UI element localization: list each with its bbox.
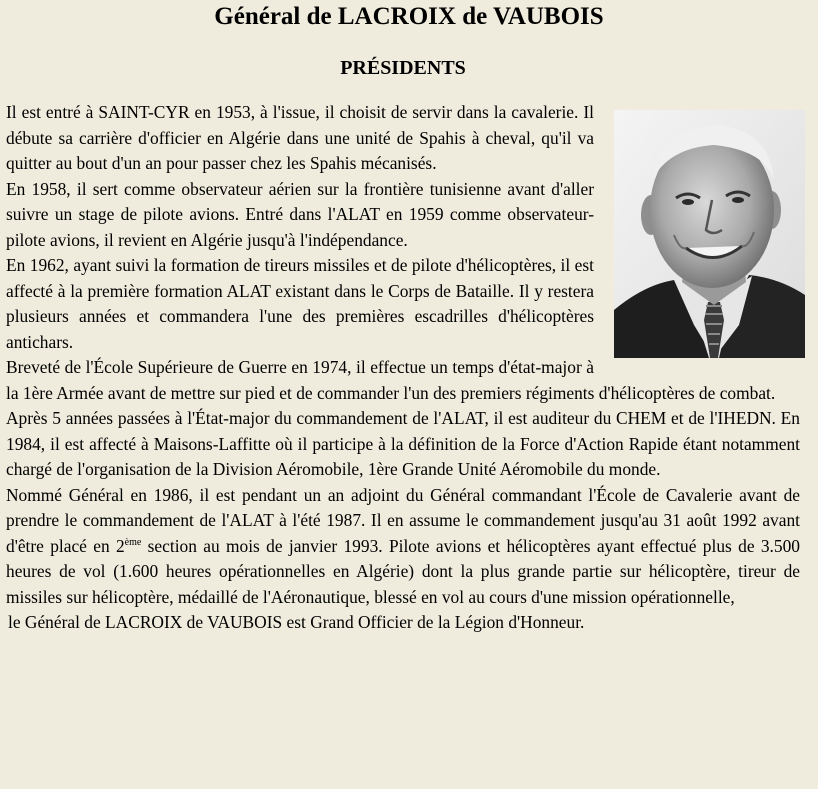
- paragraph-5: Après 5 années passées à l'État-major du commandement de l'ALAT, il est auditeur du CHEM et de l'IHEDN. En 1984, il est affecté à Maisons-Laffitte où il participe à la définition de la Force d'Action Rapide étant notamment chargé de l'organisation de la Division Aéromobile, 1ère Grande Unité Aéromobile du monde.: [6, 408, 800, 479]
- paragraph-3: En 1962, ayant suivi la formation de tireurs missiles et de pilote d'hélicoptères, il est affecté à la première formation ALAT existant dans le Corps de Bataille. Il y restera plusieurs années et commandera l'une des premières escadrilles d'hélicoptères antichars.: [6, 255, 594, 352]
- biography-text: [6, 100, 800, 636]
- paragraph-6-part-2: section au mois de janvier 1993. Pilote avions et hélicoptères ayant effectué plus de 3.500 heures de vol (1.600 heures opérationnelles en Algérie) dont la plus grande partie sur hélicoptère, tireur de missiles sur hélicoptère, médaillé de l'Aéronautique, blessé en vol au cours d'une mission opérationnelle,: [6, 535, 800, 607]
- paragraph-4: Breveté de l'École Supérieure de Guerre en 1974, il effectue un temps d'état-major à la 1ère Armée avant de mettre sur pied et de commander l'un des premiers régiments d'hélicoptères de combat.: [6, 357, 776, 403]
- paragraph-2: En 1958, il sert comme observateur aérien sur la frontière tunisienne avant d'aller suivre un stage de pilote avions. Entré dans l'ALAT en 1959 comme observateur-pilote avions, il revient en Algérie jusqu'à l'indépendance.: [6, 178, 594, 250]
- paragraph-1: Il est entré à SAINT-CYR en 1953, à l'issue, il choisit de servir dans la cavalerie. Il débute sa carrière d'officier en Algérie dans une unité de Spahis à cheval, qu'il va quitter au bout d'un an pour passer chez les Spahis mécanisés.: [6, 102, 594, 173]
- paragraph-6-part-1: Nommé Général en 1986, il est pendant un an adjoint du Général commandant l'École de Cavalerie avant de prendre le commandement de l'ALAT à l'été 1987. Il en assume le commandement jusqu'au 31 août 1992 avant d'être placé en 2: [6, 484, 800, 556]
- page-title: Général de LACROIX de VAUBOIS: [214, 3, 604, 30]
- section-subtitle: PRÉSIDENTS: [340, 57, 466, 79]
- superscript-ordinal: ème: [124, 536, 142, 548]
- closing-line: le Général de LACROIX de VAUBOIS est Grand Officier de la Légion d'Honneur.: [8, 612, 585, 632]
- paragraph-6: [6, 483, 800, 611]
- photo-wrap-space: [594, 100, 800, 357]
